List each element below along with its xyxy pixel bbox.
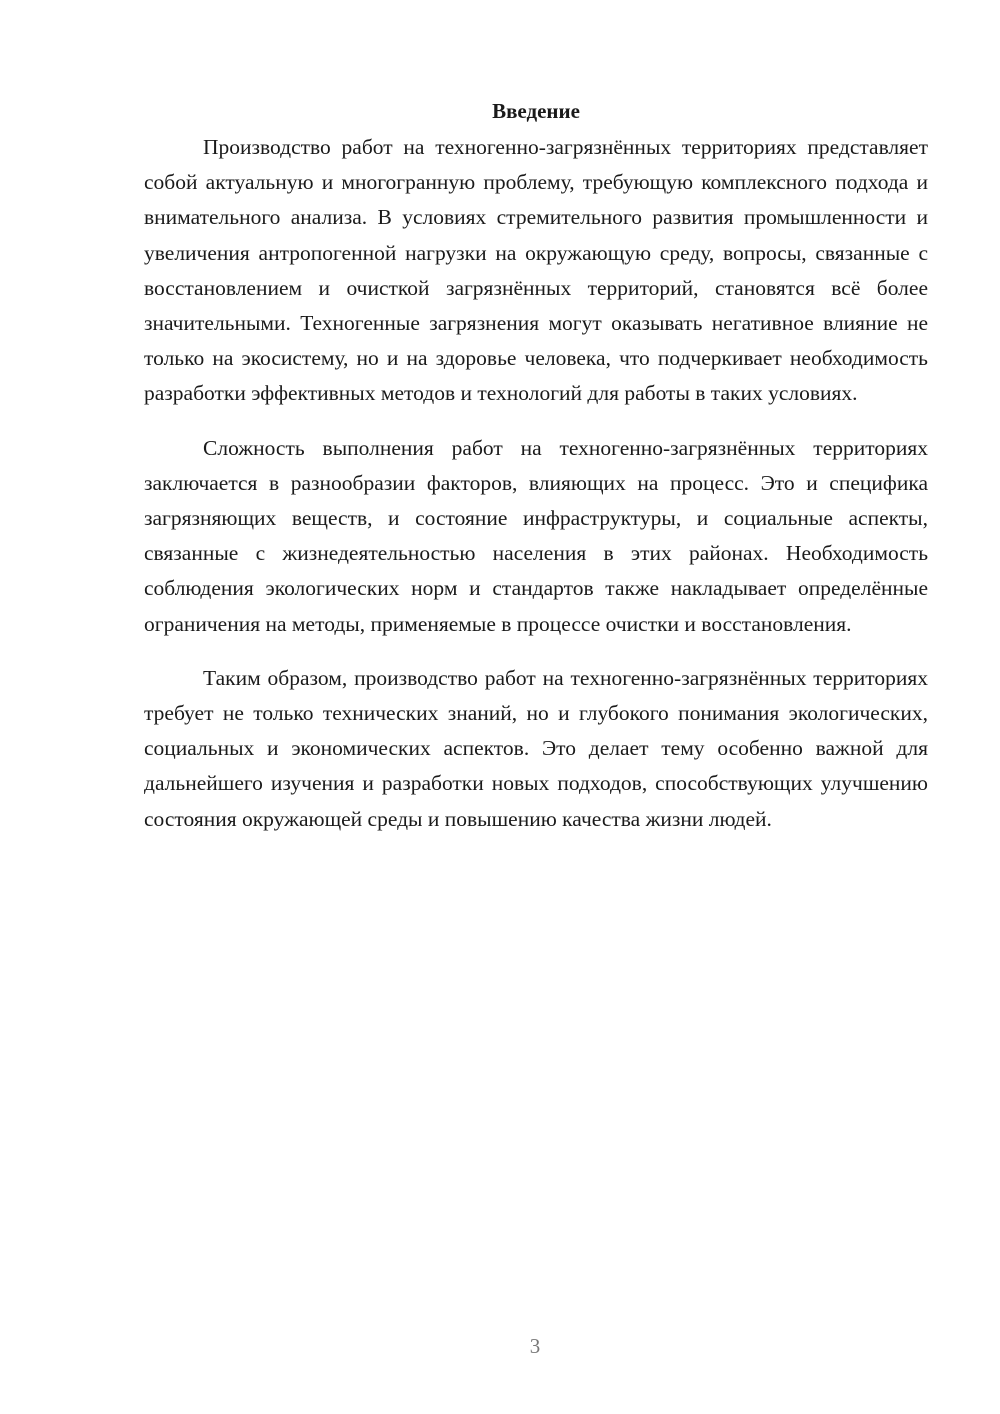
page-number: 3 [529,1334,541,1358]
paragraph-1: Производство работ на техногенно-загрязнённых территориях представляет собой актуальную и многогранную проблему, требующую комплексного подхода и внимательного анализа. В условиях стремительного развития промышленности и увеличения антропогенной нагрузки на окружающую среду, вопросы, связанные с восстановлением и очисткой загрязнённых территорий, становятся всё более значительными. Техногенные загрязнения могут оказывать негативное влияние не только на экосистему, но и на здоровье человека, что подчеркивает необходимость разработки эффективных методов и технологий для работы в таких условиях. [144,135,928,406]
document-page [144,96,928,856]
section-title: Введение [492,99,580,123]
paragraph-2: Сложность выполнения работ на техногенно-загрязнённых территориях заключается в разнообразии факторов, влияющих на процесс. Это и специфика загрязняющих веществ, и состояние инфраструктуры, и социальные аспекты, связанные с жизнедеятельностью населения в этих районах. Необходимость соблюдения экологических норм и стандартов также накладывает определённые ограничения на методы, применяемые в процессе очистки и восстановления. [144,435,928,636]
paragraph-3: Таким образом, производство работ на техногенно-загрязнённых территориях требует не только технических знаний, но и глубокого понимания экологических, социальных и экономических аспектов. Это делает тему особенно важной для дальнейшего изучения и разработки новых подходов, способствующих улучшению состояния окружающей среды и повышению качества жизни людей. [144,665,928,831]
